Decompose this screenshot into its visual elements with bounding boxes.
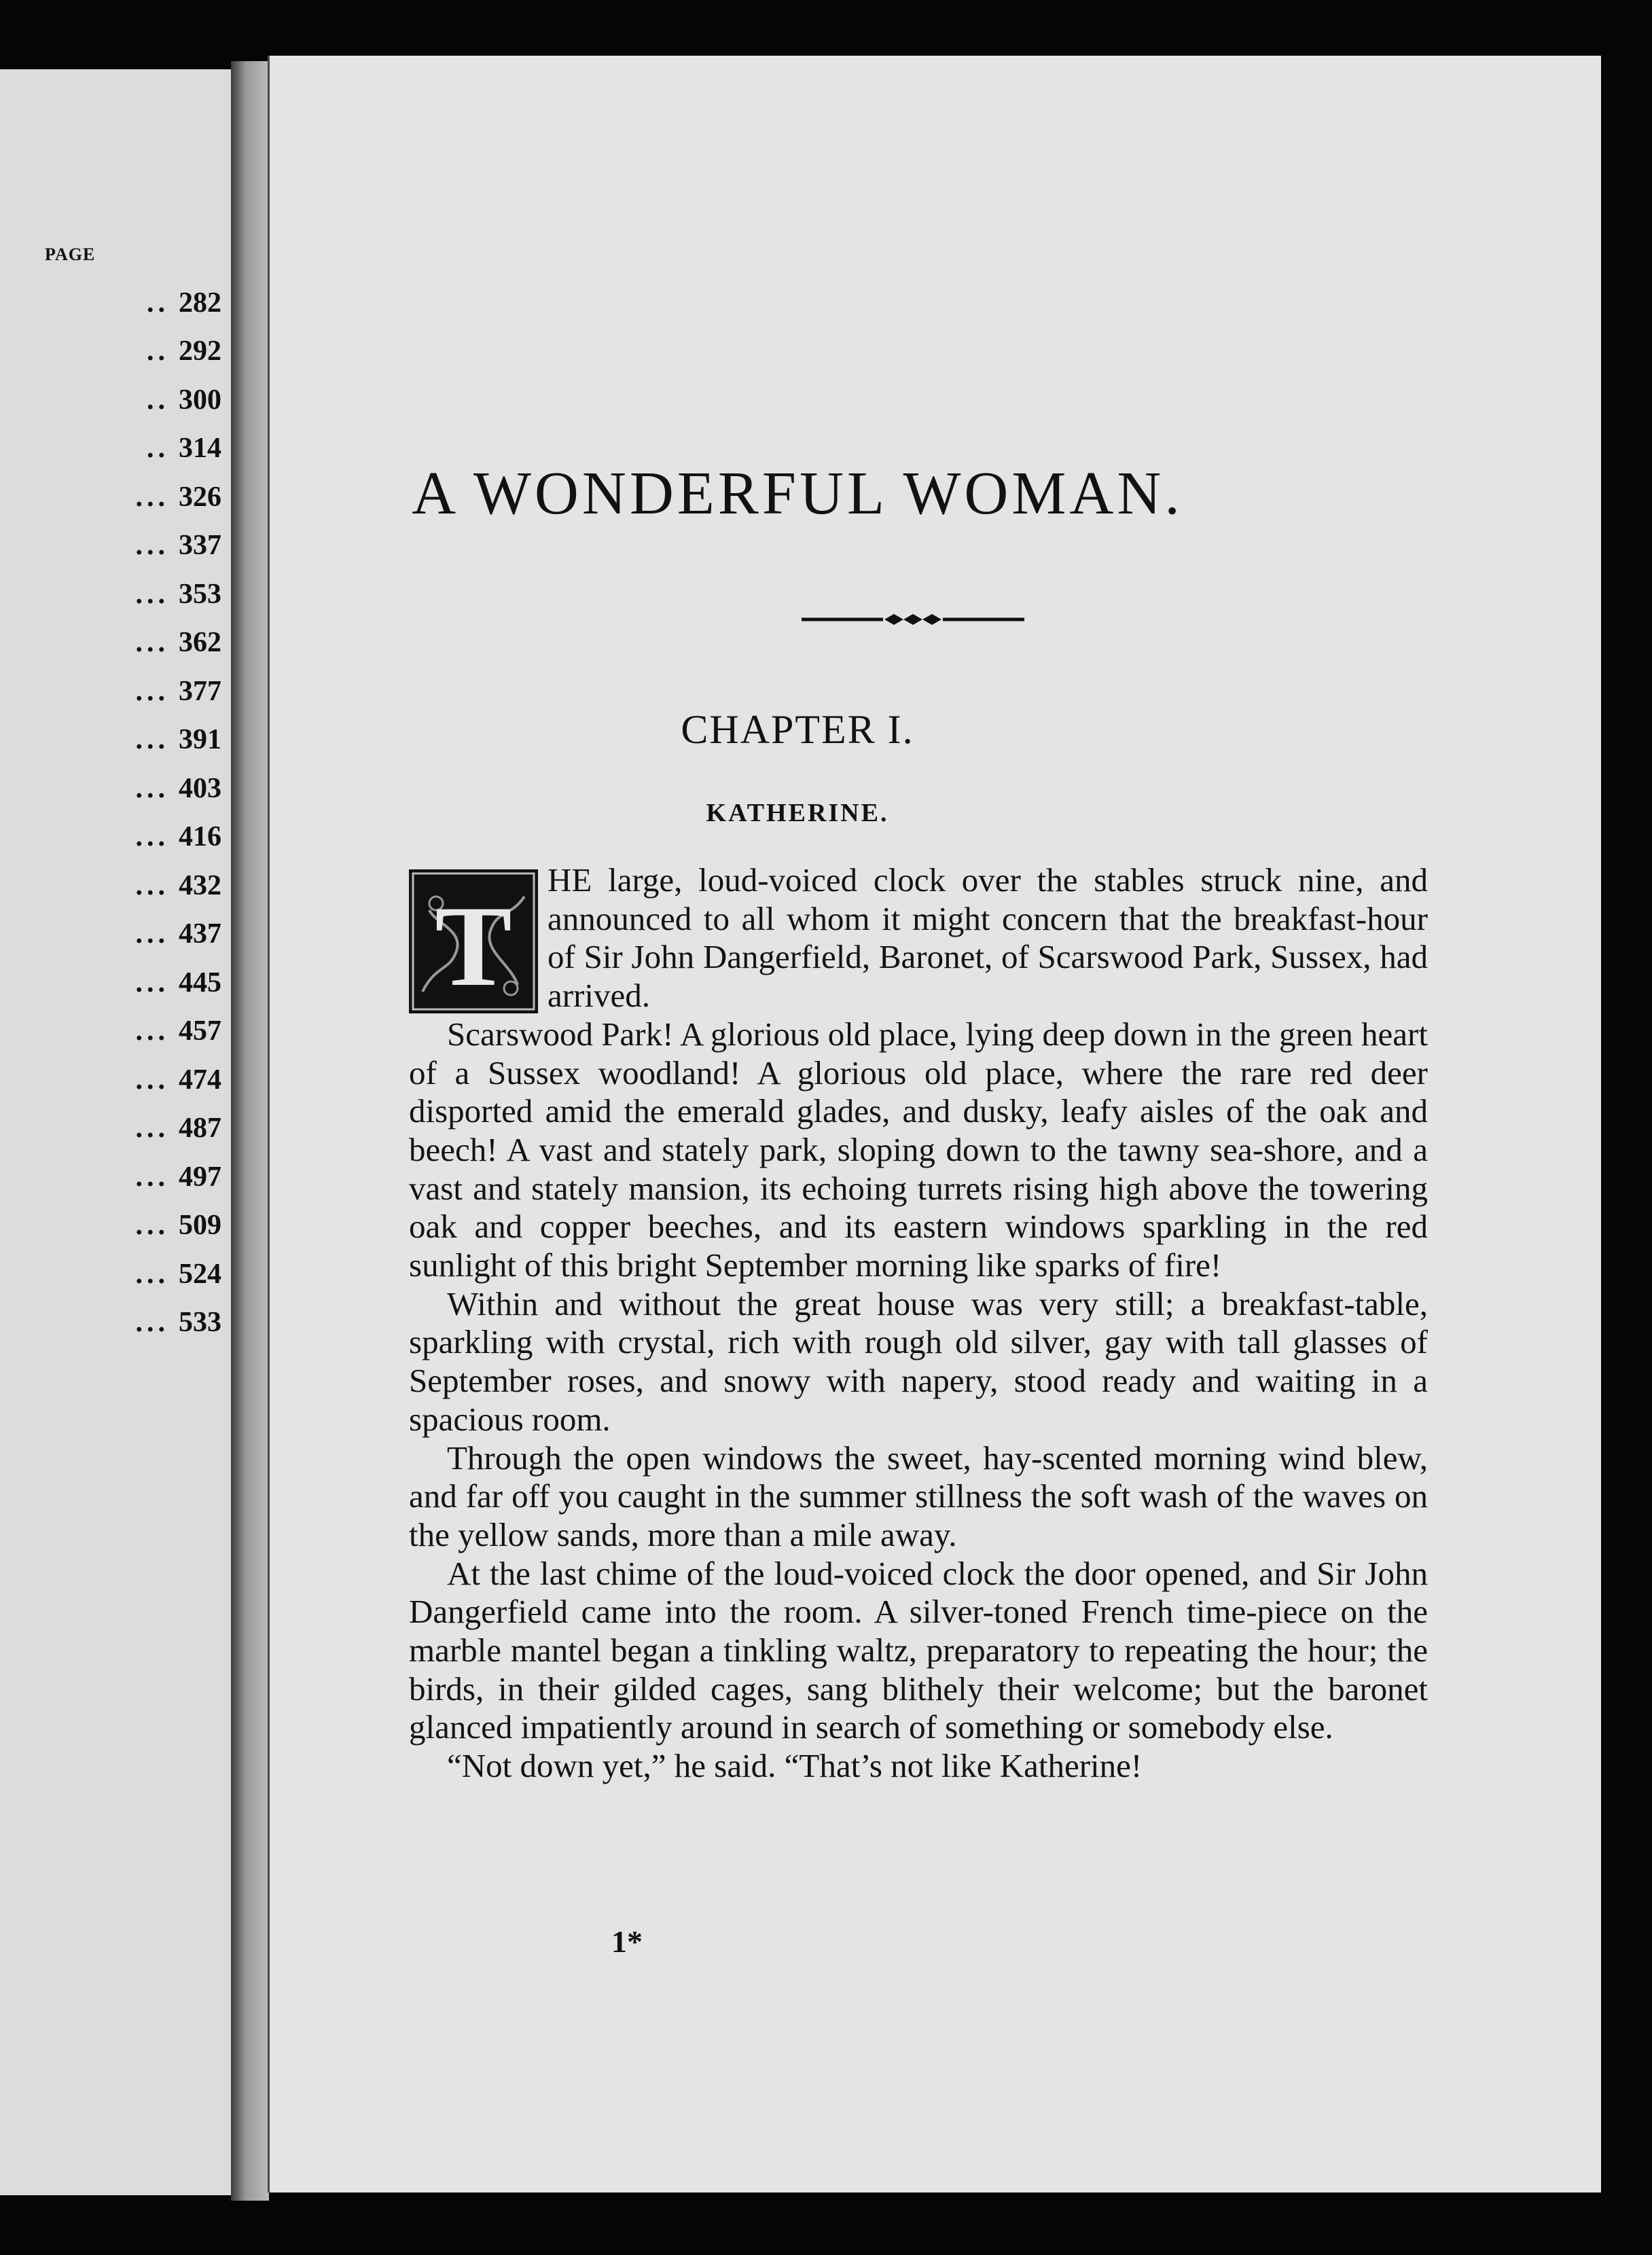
toc-row [0, 813, 224, 862]
toc-page-number: 474 [179, 1064, 221, 1096]
toc-row [0, 619, 224, 668]
dropcap-letter: T [435, 882, 512, 1010]
toc-page-number: 300 [179, 384, 221, 416]
toc-page-number: 497 [179, 1161, 221, 1193]
paragraph: “Not down yet,” he said. “That’s not like Katherine! [447, 1747, 1143, 1785]
toc-page-number: 524 [179, 1258, 221, 1290]
toc-row [0, 522, 224, 571]
toc-page-number: 509 [179, 1210, 221, 1242]
toc-leader-dots: ... [135, 578, 169, 610]
toc-page-number: 487 [179, 1113, 221, 1144]
toc-row [0, 425, 224, 473]
toc-page-header: PAGE [45, 245, 96, 264]
toc-row [0, 570, 224, 619]
toc-leader-dots: ... [135, 530, 169, 562]
toc-page-number: 416 [179, 821, 221, 853]
toc-row [0, 667, 224, 716]
toc-leader-dots: ... [135, 1064, 169, 1096]
toc-page-number: 337 [179, 530, 221, 562]
toc-leader-dots: .. [147, 384, 169, 416]
paragraph: Scarswood Park! A glorious old place, lying deep down in the green heart of a Sussex woodland! A glorious old place, where the rare red deer disported amid the emerald glades, and dusky, leafy aisles of the oak and beech! A vast and stately park, sloping down to the tawny sea-shore, and a vast and stately mansion, its echoing turrets rising high above the towering oak and copper beeches, and its eastern windows sparkling in the red sunlight of this bright September morning like sparks of fire! [409, 1015, 1428, 1284]
decorated-dropcap [409, 869, 538, 1013]
toc-leader-dots: .. [147, 433, 169, 465]
paragraph: Within and without the great house was very still; a breakfast-table, sparkling with crystal, rich with rough old silver, gay with tall glasses of September roses, and snowy with napery, stood ready and waiting in a spacious room. [409, 1284, 1428, 1438]
toc-row [0, 376, 224, 425]
toc-leader-dots: ... [135, 627, 169, 659]
toc-leader-dots: ... [135, 1258, 169, 1290]
toc-page-number: 292 [179, 336, 221, 367]
toc-row [0, 1153, 224, 1202]
toc-page-number: 377 [179, 675, 221, 707]
toc-leader-dots: ... [135, 772, 169, 804]
book-title: A WONDERFUL WOMAN. [412, 460, 1183, 527]
page-folio: 1* [611, 1924, 643, 1959]
toc-row [0, 861, 224, 910]
toc-row [0, 1202, 224, 1250]
toc-row [0, 1007, 224, 1056]
toc-page-number: 282 [179, 287, 221, 319]
chapter-body-text [409, 861, 1428, 1786]
toc-leader-dots: ... [135, 821, 169, 853]
toc-row [0, 278, 224, 327]
book-gutter [231, 61, 269, 2201]
toc-leader-dots: ... [135, 481, 169, 513]
toc-page-number: 391 [179, 724, 221, 756]
toc-row [0, 327, 224, 376]
toc-page-number: 432 [179, 869, 221, 901]
toc-leader-dots: ... [135, 918, 169, 950]
paragraph: Through the open windows the sweet, hay-scented morning wind blew, and far off you caught in the summer stillness the soft wash of the waves on the yellow sands, more than a mile away. [409, 1439, 1428, 1553]
toc-leader-dots: ... [135, 1161, 169, 1193]
toc-page-number: 457 [179, 1015, 221, 1047]
toc-leader-dots: ... [135, 1307, 169, 1339]
toc-page-number: 353 [179, 578, 221, 610]
toc-page-list [0, 278, 224, 1347]
toc-leader-dots: ... [135, 1113, 169, 1144]
toc-page-number: 403 [179, 772, 221, 804]
toc-leader-dots: ... [135, 724, 169, 756]
chapter-title: CHAPTER I. [681, 707, 914, 752]
toc-page-number: 314 [179, 433, 221, 465]
toc-row [0, 910, 224, 959]
toc-leader-dots: ... [135, 1210, 169, 1242]
toc-page-number: 533 [179, 1307, 221, 1339]
toc-leader-dots: ... [135, 675, 169, 707]
toc-row [0, 1299, 224, 1348]
toc-row [0, 1056, 224, 1104]
paragraph: At the last chime of the loud-voiced clock the door opened, and Sir John Dangerfield came into the room. A silver-toned French time-piece on the marble mantel began a tinkling waltz, preparatory to repeating the hour; the birds, in their gilded cages, sang blithely their welcome; but the baronet glanced impatiently around in search of something or somebody else. [409, 1554, 1428, 1746]
toc-page-number: 445 [179, 967, 221, 998]
chapter-subtitle: KATHERINE. [706, 799, 889, 827]
toc-leader-dots: ... [135, 967, 169, 998]
toc-page-number: 437 [179, 918, 221, 950]
toc-leader-dots: ... [135, 869, 169, 901]
toc-leader-dots: .. [147, 336, 169, 367]
toc-row [0, 1250, 224, 1299]
toc-row [0, 473, 224, 522]
toc-leader-dots: ... [135, 1015, 169, 1047]
toc-row [0, 764, 224, 813]
toc-page-number: 362 [179, 627, 221, 659]
toc-page-number: 326 [179, 481, 221, 513]
toc-row [0, 1104, 224, 1153]
paragraph: HE large, loud-voiced clock over the stables struck nine, and announced to all whom it might concern that the breakfast-hour of Sir John Dangerfield, Baronet, of Scarswood Park, Sussex, had arrived. [547, 861, 1428, 1015]
toc-leader-dots: .. [147, 287, 169, 319]
toc-row [0, 716, 224, 765]
title-ornament-rule [802, 606, 1026, 633]
toc-row [0, 958, 224, 1007]
